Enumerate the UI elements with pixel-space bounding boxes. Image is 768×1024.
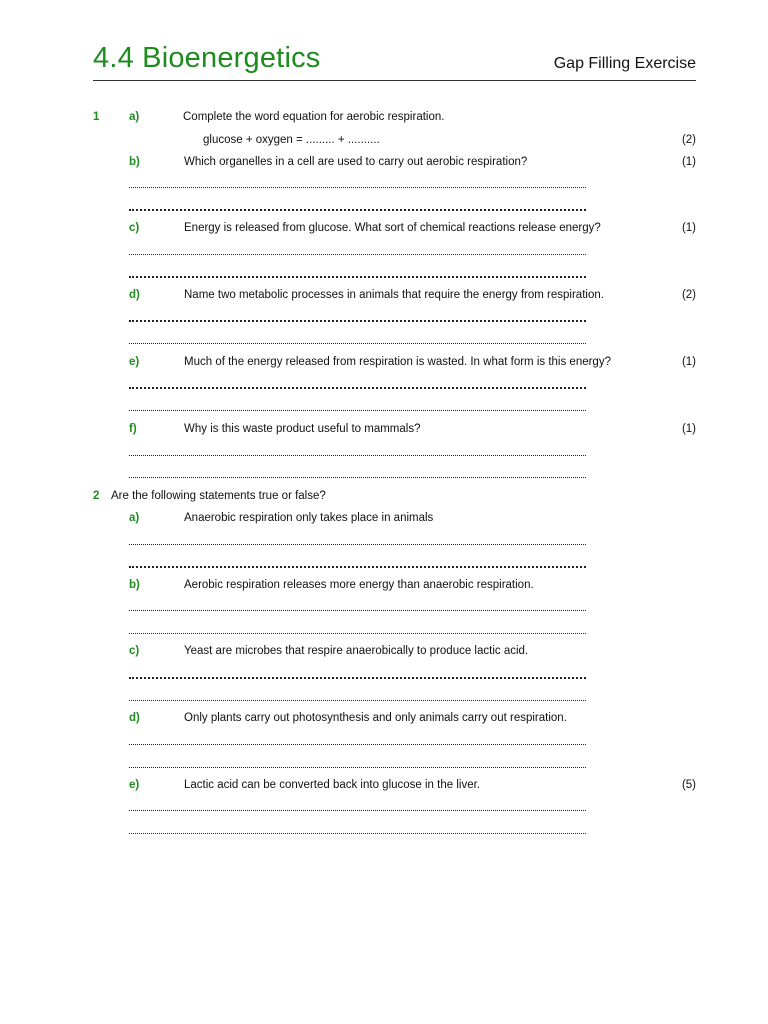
answer-line[interactable] [129, 276, 586, 278]
q2a-label: a) [129, 512, 140, 524]
q2c-label: c) [129, 645, 140, 657]
q1a-marks: (2) [681, 134, 696, 146]
q1f-marks: (1) [681, 423, 696, 435]
q2d-text: Only plants carry out photosynthesis and only animals carry out respiration. [184, 712, 567, 724]
q1d-marks: (2) [681, 289, 696, 301]
page-title: 4.4 Bioenergetics [93, 42, 321, 74]
q1e-marks: (1) [681, 356, 696, 368]
answer-line[interactable] [129, 700, 586, 701]
answer-line[interactable] [129, 566, 586, 568]
q1d-text: Name two metabolic processes in animals that require the energy from respiration. [184, 289, 604, 301]
answer-line[interactable] [129, 254, 586, 255]
q1b-label: b) [129, 156, 140, 168]
q1d-label: d) [129, 289, 140, 301]
answer-line[interactable] [129, 455, 586, 456]
q2e-label: e) [129, 779, 140, 791]
answer-line[interactable] [129, 833, 586, 834]
q1a-text: Complete the word equation for aerobic respiration. [183, 111, 445, 123]
q2a-text: Anaerobic respiration only takes place in animals [184, 512, 434, 524]
answer-line[interactable] [129, 387, 586, 389]
answer-line[interactable] [129, 744, 586, 745]
q1e-label: e) [129, 356, 140, 368]
answer-line[interactable] [129, 677, 586, 679]
answer-line[interactable] [129, 477, 586, 478]
page-subtitle: Gap Filling Exercise [553, 55, 696, 72]
q2d-label: d) [129, 712, 140, 724]
answer-line[interactable] [129, 209, 586, 211]
q1f-label: f) [129, 423, 137, 435]
header-rule [93, 80, 696, 81]
q2e-marks: (5) [681, 779, 696, 791]
q1a-equation: glucose + oxygen = ......... + .......... [203, 134, 380, 146]
q1b-marks: (1) [681, 156, 696, 168]
answer-line[interactable] [129, 810, 586, 811]
question-1-number: 1 [93, 111, 100, 123]
q2b-label: b) [129, 579, 140, 591]
q1c-marks: (1) [681, 222, 696, 234]
question-2-number: 2 [93, 490, 100, 502]
q2c-text: Yeast are microbes that respire anaerobically to produce lactic acid. [184, 645, 529, 657]
q1b-text: Which organelles in a cell are used to carry out aerobic respiration? [184, 156, 528, 168]
q1f-text: Why is this waste product useful to mammals? [184, 423, 421, 435]
answer-line[interactable] [129, 610, 586, 611]
q1c-text: Energy is released from glucose. What sort of chemical reactions release energy? [184, 222, 601, 234]
answer-line[interactable] [129, 343, 586, 344]
q2b-text: Aerobic respiration releases more energy than anaerobic respiration. [184, 579, 534, 591]
answer-line[interactable] [129, 187, 586, 188]
q2-intro: Are the following statements true or false? [111, 490, 326, 502]
answer-line[interactable] [129, 320, 586, 322]
q1a-label: a) [129, 111, 140, 123]
q1c-label: c) [129, 222, 140, 234]
q2e-text: Lactic acid can be converted back into glucose in the liver. [184, 779, 480, 791]
answer-line[interactable] [129, 410, 586, 411]
answer-line[interactable] [129, 544, 586, 545]
answer-line[interactable] [129, 633, 586, 634]
q1e-text: Much of the energy released from respiration is wasted. In what form is this energy? [184, 356, 611, 368]
answer-line[interactable] [129, 767, 586, 768]
